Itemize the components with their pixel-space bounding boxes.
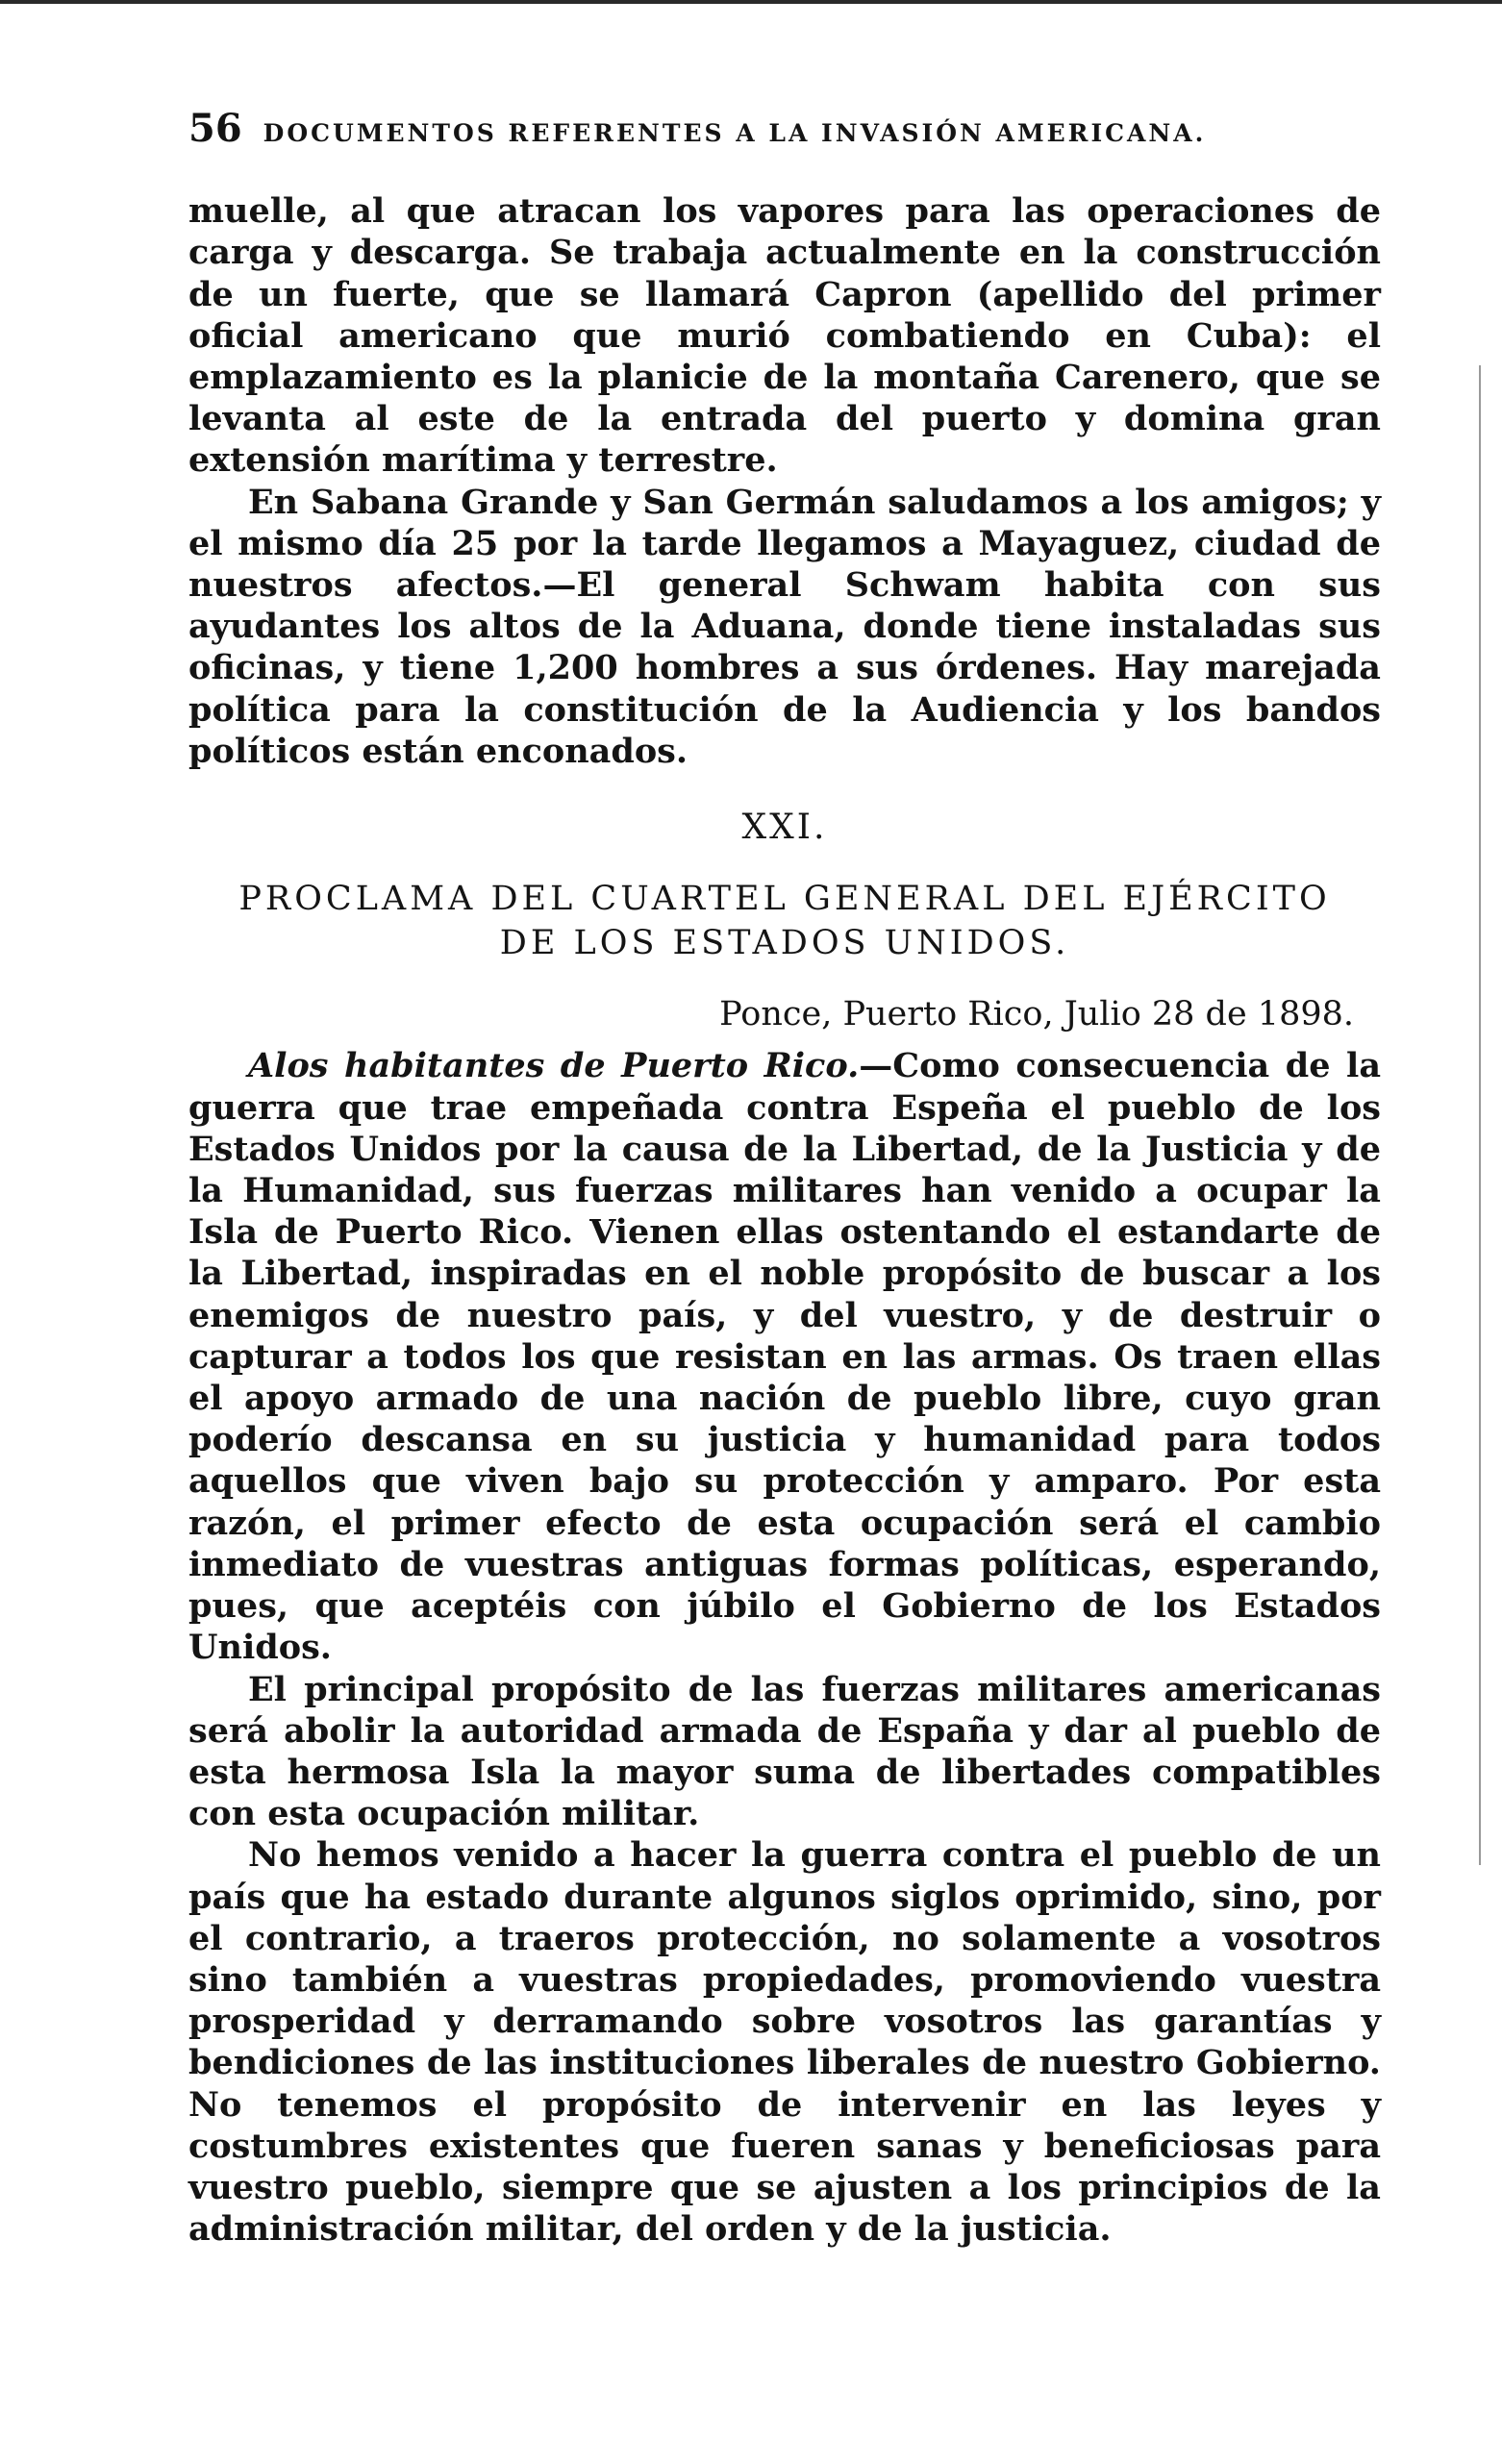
section-title-line-2: DE LOS ESTADOS UNIDOS. [499,924,1070,963]
page-content [188,108,1381,2250]
page-header [188,108,1381,154]
section-title [188,877,1381,965]
page-number: 56 [188,106,242,151]
section-title-line-1: PROCLAMA DEL CUARTEL GENERAL DEL EJÉRCITO [238,880,1331,919]
salutation: Alos habitantes de Puerto Rico. [248,1046,860,1086]
paragraph-proclama-3: No hemos venido a hacer la guerra contra el pueblo de un país que ha estado durante algunos siglos oprimido, sino, por el contrario, a traeros protección, no solamente a vosotros sino también a vuestras propiedades, promoviendo vuestra prosperidad y derramando sobre vosotros las garantías y bendiciones de las instituciones liberales de nuestro Gobierno. No tenemos el propósito de intervenir en las leyes y costumbres existentes que fueren sanas y beneficiosas para vuestro pueblo, siempre que se ajusten a los principios de la administración militar, del orden y de la justicia. [188,1835,1381,2250]
paragraph-proclama-1-text: —Como consecuencia de la guerra que trae empeñada contra Espeña el pueblo de los Estados Unidos por la causa de la Libertad, de la Justicia y de la Humanidad, sus fuerzas militares han venido a ocupar la Isla de Puerto Rico. Vienen ellas ostentando el estandarte de la Libertad, inspiradas en el noble propósito de buscar a los enemigos de nuestro país, y del vuestro, y de destruir o capturar a todos los que resistan en las armas. Os traen ellas el apoyo armado de una nación de pueblo libre, cuyo gran poderío descansa en su justicia y humanidad para todos aquellos que viven bajo su protección y amparo. Por esta razón, el primer efecto de esta ocupación será el cambio inmediato de vuestras antiguas formas políticas, esperando, pues, que aceptéis con júbilo el Gobierno de los Estados Unidos. [188,1046,1381,1668]
paragraph-proclama-1 [188,1045,1381,1668]
margin-mark [1479,365,1481,1865]
top-rule [0,0,1502,4]
paragraph-continuation: muelle, al que atracan los vapores para las operaciones de carga y descarga. Se trabaja actualmente en la construcción de un fuerte, que se llamará Capron (apellido del primer oficial americano que murió combatiendo en Cuba): el emplazamiento es la planicie de la montaña Carenero, que se levanta al este de la entrada del puerto y domina gran extensión marítima y terrestre. [188,191,1381,481]
dateline: Ponce, Puerto Rico, Julio 28 de 1898. [719,995,1354,1034]
paragraph-proclama-2: El principal propósito de las fuerzas militares americanas será abolir la autoridad armada de España y dar al pueblo de esta hermosa Isla la mayor suma de libertades compatibles con esta ocupación militar. [188,1669,1381,1834]
paragraph-sabana-grande: En Sabana Grande y San Germán saludamos a los amigos; y el mismo día 25 por la tarde llegamos a Mayaguez, ciudad de nuestros afectos.—El general Schwam habita con sus ayudantes los altos de la Aduana, donde tiene instaladas sus oficinas, y tiene 1,200 hombres a sus órdenes. Hay marejada política para la constitución de la Audiencia y los bandos políticos están enconados. [188,482,1381,771]
section-number: XXI. [741,808,828,848]
running-title: DOCUMENTOS REFERENTES A LA INVASIÓN AMERICANA. [263,119,1207,147]
